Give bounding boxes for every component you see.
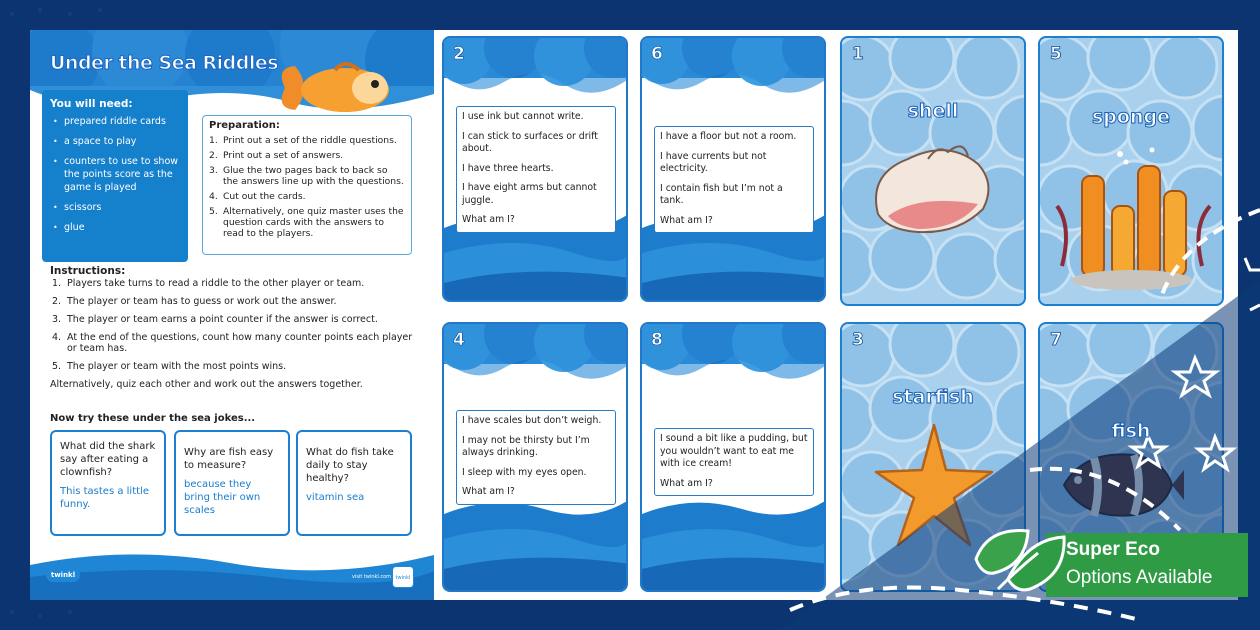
instruction-text: Players take turns to read a riddle to the other player or team. [67, 278, 365, 289]
instruction-number: 3. [52, 314, 62, 325]
answer-word: fish [1111, 420, 1151, 442]
footer-url: visit twinkl.com [352, 574, 392, 580]
riddle-line: I have scales but don’t weigh. [462, 415, 602, 426]
joke-answer: vitamin sea [306, 492, 365, 503]
card-number: 8 [651, 330, 663, 350]
need-item: • scissors [64, 201, 180, 214]
joke-answer: This tastes a little funny. [60, 486, 149, 510]
riddle-line: I sound a bit like a pudding, but you wouldn’t want to eat me with ice cream! [660, 433, 808, 469]
joke-question: Why are fish easy to measure? [184, 447, 274, 471]
riddle-line: I use ink but cannot write. [462, 111, 584, 122]
prep-step-text: Print out a set of answers. [223, 150, 344, 161]
instructions-alternative: Alternatively, quiz each other and work out the answers together. [50, 379, 363, 390]
riddle-line: I can stick to surfaces or drift about. [462, 130, 598, 154]
riddle-line: I have eight arms but cannot juggle. [462, 182, 597, 206]
prep-step-number: 5. [209, 206, 218, 217]
prep-step-text: Cut out the cards. [223, 191, 306, 202]
instruction-text: At the end of the questions, count how many counter points each player or team has. [67, 332, 413, 354]
joke-question: What did the shark say after eating a clownfish? [60, 441, 156, 478]
riddle-line: I have three hearts. [462, 162, 554, 174]
card-number: 5 [1050, 44, 1062, 64]
prep-step-text: Print out a set of the riddle questions. [223, 135, 397, 146]
need-item: • a space to play [64, 135, 180, 148]
card-number: 3 [852, 330, 864, 350]
page-title: Under the Sea Riddles [50, 52, 279, 74]
twinkl-logo: twinkl [46, 568, 80, 582]
need-item: • glue [64, 221, 180, 234]
riddle-line: What am I? [660, 477, 713, 489]
joke-question: What do fish take daily to stay healthy? [306, 447, 394, 484]
riddle-line: What am I? [660, 214, 713, 226]
instruction-text: The player or team earns a point counter if the answer is correct. [67, 314, 378, 325]
prep-step-number: 4. [209, 191, 218, 202]
prep-step-number: 3. [209, 165, 218, 176]
prep-step-number: 1. [209, 135, 218, 146]
joke-answer: because they bring their own scales [184, 479, 261, 516]
instruction-number: 5. [52, 361, 62, 372]
prep-step-text: Glue the two pages back to back so the answers line up with the questions. [223, 165, 404, 187]
preparation-heading: Preparation: [209, 120, 280, 131]
need-heading: You will need: [50, 98, 133, 110]
riddle-line: I may not be thirsty but I’m always drinking. [462, 434, 590, 458]
need-item: • prepared riddle cards [64, 115, 180, 128]
instruction-number: 4. [52, 332, 62, 343]
need-item: • counters to use to show the points score as the game is played [64, 155, 180, 194]
prep-step-text: Alternatively, one quiz master uses the question cards with the answers to read to the players. [223, 206, 404, 239]
card-number: 1 [852, 44, 864, 64]
riddle-line: What am I? [462, 214, 515, 225]
card-number: 7 [1050, 330, 1062, 350]
riddle-line: I sleep with my eyes open. [462, 466, 587, 478]
instruction-text: The player or team has to guess or work out the answer. [67, 296, 337, 307]
card-number: 2 [453, 44, 465, 64]
jokes-heading: Now try these under the sea jokes... [50, 413, 256, 424]
card-number: 6 [651, 44, 663, 64]
eco-title: Super Eco [1066, 539, 1160, 560]
riddle-line: I contain fish but I’m not a tank. [660, 182, 783, 206]
super-eco-banner [968, 519, 1248, 603]
riddle-line: What am I? [462, 486, 515, 497]
instruction-number: 1. [52, 278, 62, 289]
instruction-number: 2. [52, 296, 62, 307]
instructions-heading: Instructions: [50, 265, 126, 277]
eco-subtitle: Options Available [1066, 567, 1213, 588]
prep-step-number: 2. [209, 150, 218, 161]
riddle-line: I have a floor but not a room. [660, 131, 797, 142]
answer-word: starfish [892, 386, 974, 408]
card-number: 4 [453, 330, 465, 350]
answer-word: sponge [1092, 106, 1170, 128]
twinkl-badge: twinkl [392, 566, 414, 588]
instruction-text: The player or team with the most points wins. [67, 361, 287, 372]
answer-word: shell [907, 100, 959, 122]
riddle-line: I have currents but not electricity. [660, 150, 767, 174]
